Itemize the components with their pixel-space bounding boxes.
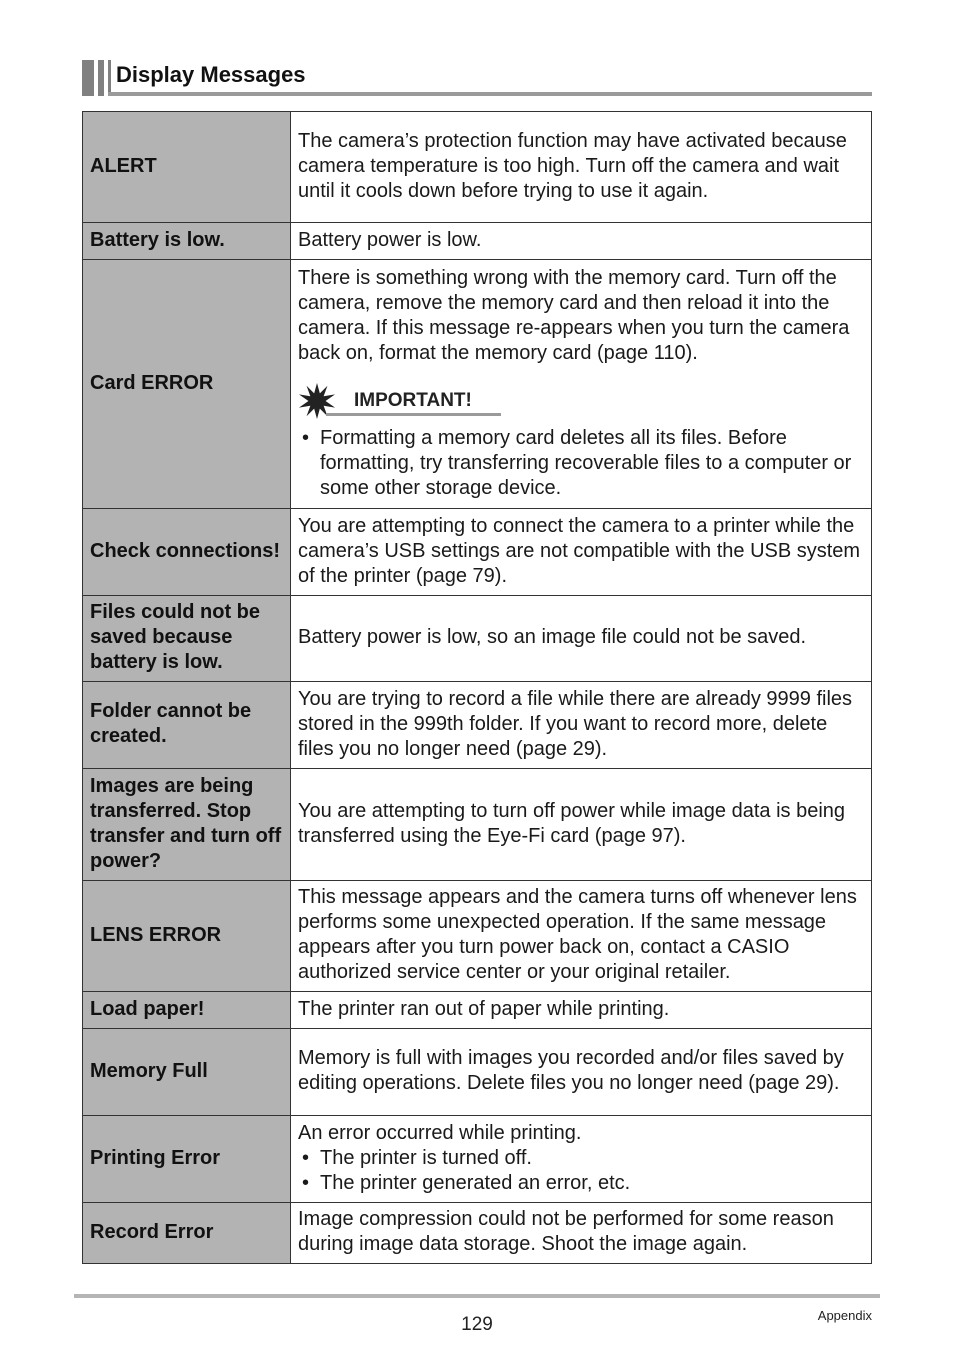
message-name: Printing Error (83, 1116, 291, 1203)
header-bar-decoration (82, 60, 94, 96)
message-description: Battery power is low, so an image file could not be saved. (291, 596, 872, 682)
description-text: An error occurred while printing. (298, 1121, 582, 1144)
description-text: There is something wrong with the memory card. Turn off the camera, remove the memory card and then reload it into the camera. If this message re-appears when you turn the camera back on, format the memory card (page 110). (298, 266, 850, 364)
message-name: Card ERROR (83, 260, 291, 509)
message-description: Memory is full with images you recorded and/or files saved by editing operations. Delete files you no longer need (page 29). (291, 1029, 872, 1116)
important-callout (298, 388, 863, 418)
footer-section-name: Appendix (817, 1308, 872, 1323)
message-name: Check connections! (83, 509, 291, 596)
message-description: You are trying to record a file while there are already 9999 files stored in the 999th folder. If you want to record more, delete files you no longer need (page 29). (291, 682, 872, 769)
important-bullets (298, 426, 863, 501)
message-description: You are attempting to turn off power while image data is being transferred using the Eye-Fi card (page 97). (291, 769, 872, 881)
section-header (82, 58, 872, 98)
message-description: Battery power is low. (291, 223, 872, 260)
message-description: The camera’s protection function may have activated because camera temperature is too high. Turn off the camera and wait until it cools down before trying to use it again. (291, 112, 872, 223)
message-name: LENS ERROR (83, 881, 291, 992)
footer-rule (74, 1294, 880, 1298)
message-name: Record Error (83, 1203, 291, 1264)
message-description: The printer ran out of paper while printing. (291, 992, 872, 1029)
message-description (291, 1116, 872, 1203)
message-description (291, 260, 872, 509)
list-item: • Formatting a memory card deletes all its files. Before formatting, try transferring recoverable files to a computer or some other storage device. (298, 426, 863, 501)
display-messages-table (82, 111, 872, 1264)
list-item: • The printer generated an error, etc. (298, 1171, 863, 1196)
message-name: Memory Full (83, 1029, 291, 1116)
important-underline (326, 413, 501, 416)
important-label: IMPORTANT! (354, 389, 472, 411)
table-row (83, 596, 872, 682)
message-description: This message appears and the camera turns off whenever lens performs some unexpected operation. If the same message appears after you turn power back on, contact a CASIO authorized service center or your original retailer. (291, 881, 872, 992)
table-row (83, 1116, 872, 1203)
table-row (83, 112, 872, 223)
header-bar-decoration (108, 60, 111, 96)
message-description: Image compression could not be performed for some reason during image data storage. Shoot the image again. (291, 1203, 872, 1264)
table-row (83, 881, 872, 992)
message-name: Battery is low. (83, 223, 291, 260)
table-row (83, 260, 872, 509)
header-underline (108, 92, 872, 96)
table-row (83, 682, 872, 769)
page-number: 129 (461, 1314, 493, 1335)
section-title: Display Messages (116, 62, 306, 87)
header-bar-decoration (98, 60, 104, 96)
table-row (83, 509, 872, 596)
list-item: • The printer is turned off. (298, 1146, 863, 1171)
message-description: You are attempting to connect the camera to a printer while the camera’s USB settings are not compatible with the USB system of the printer (page 79). (291, 509, 872, 596)
message-name: Load paper! (83, 992, 291, 1029)
table-row (83, 769, 872, 881)
message-name: ALERT (83, 112, 291, 223)
table-row (83, 1203, 872, 1264)
message-name: Files could not be saved because battery is low. (83, 596, 291, 682)
table-row (83, 1029, 872, 1116)
description-bullets (298, 1146, 863, 1196)
table-row (83, 223, 872, 260)
table-row (83, 992, 872, 1029)
message-name: Images are being transferred. Stop transfer and turn off power? (83, 769, 291, 881)
message-name: Folder cannot be created. (83, 682, 291, 769)
